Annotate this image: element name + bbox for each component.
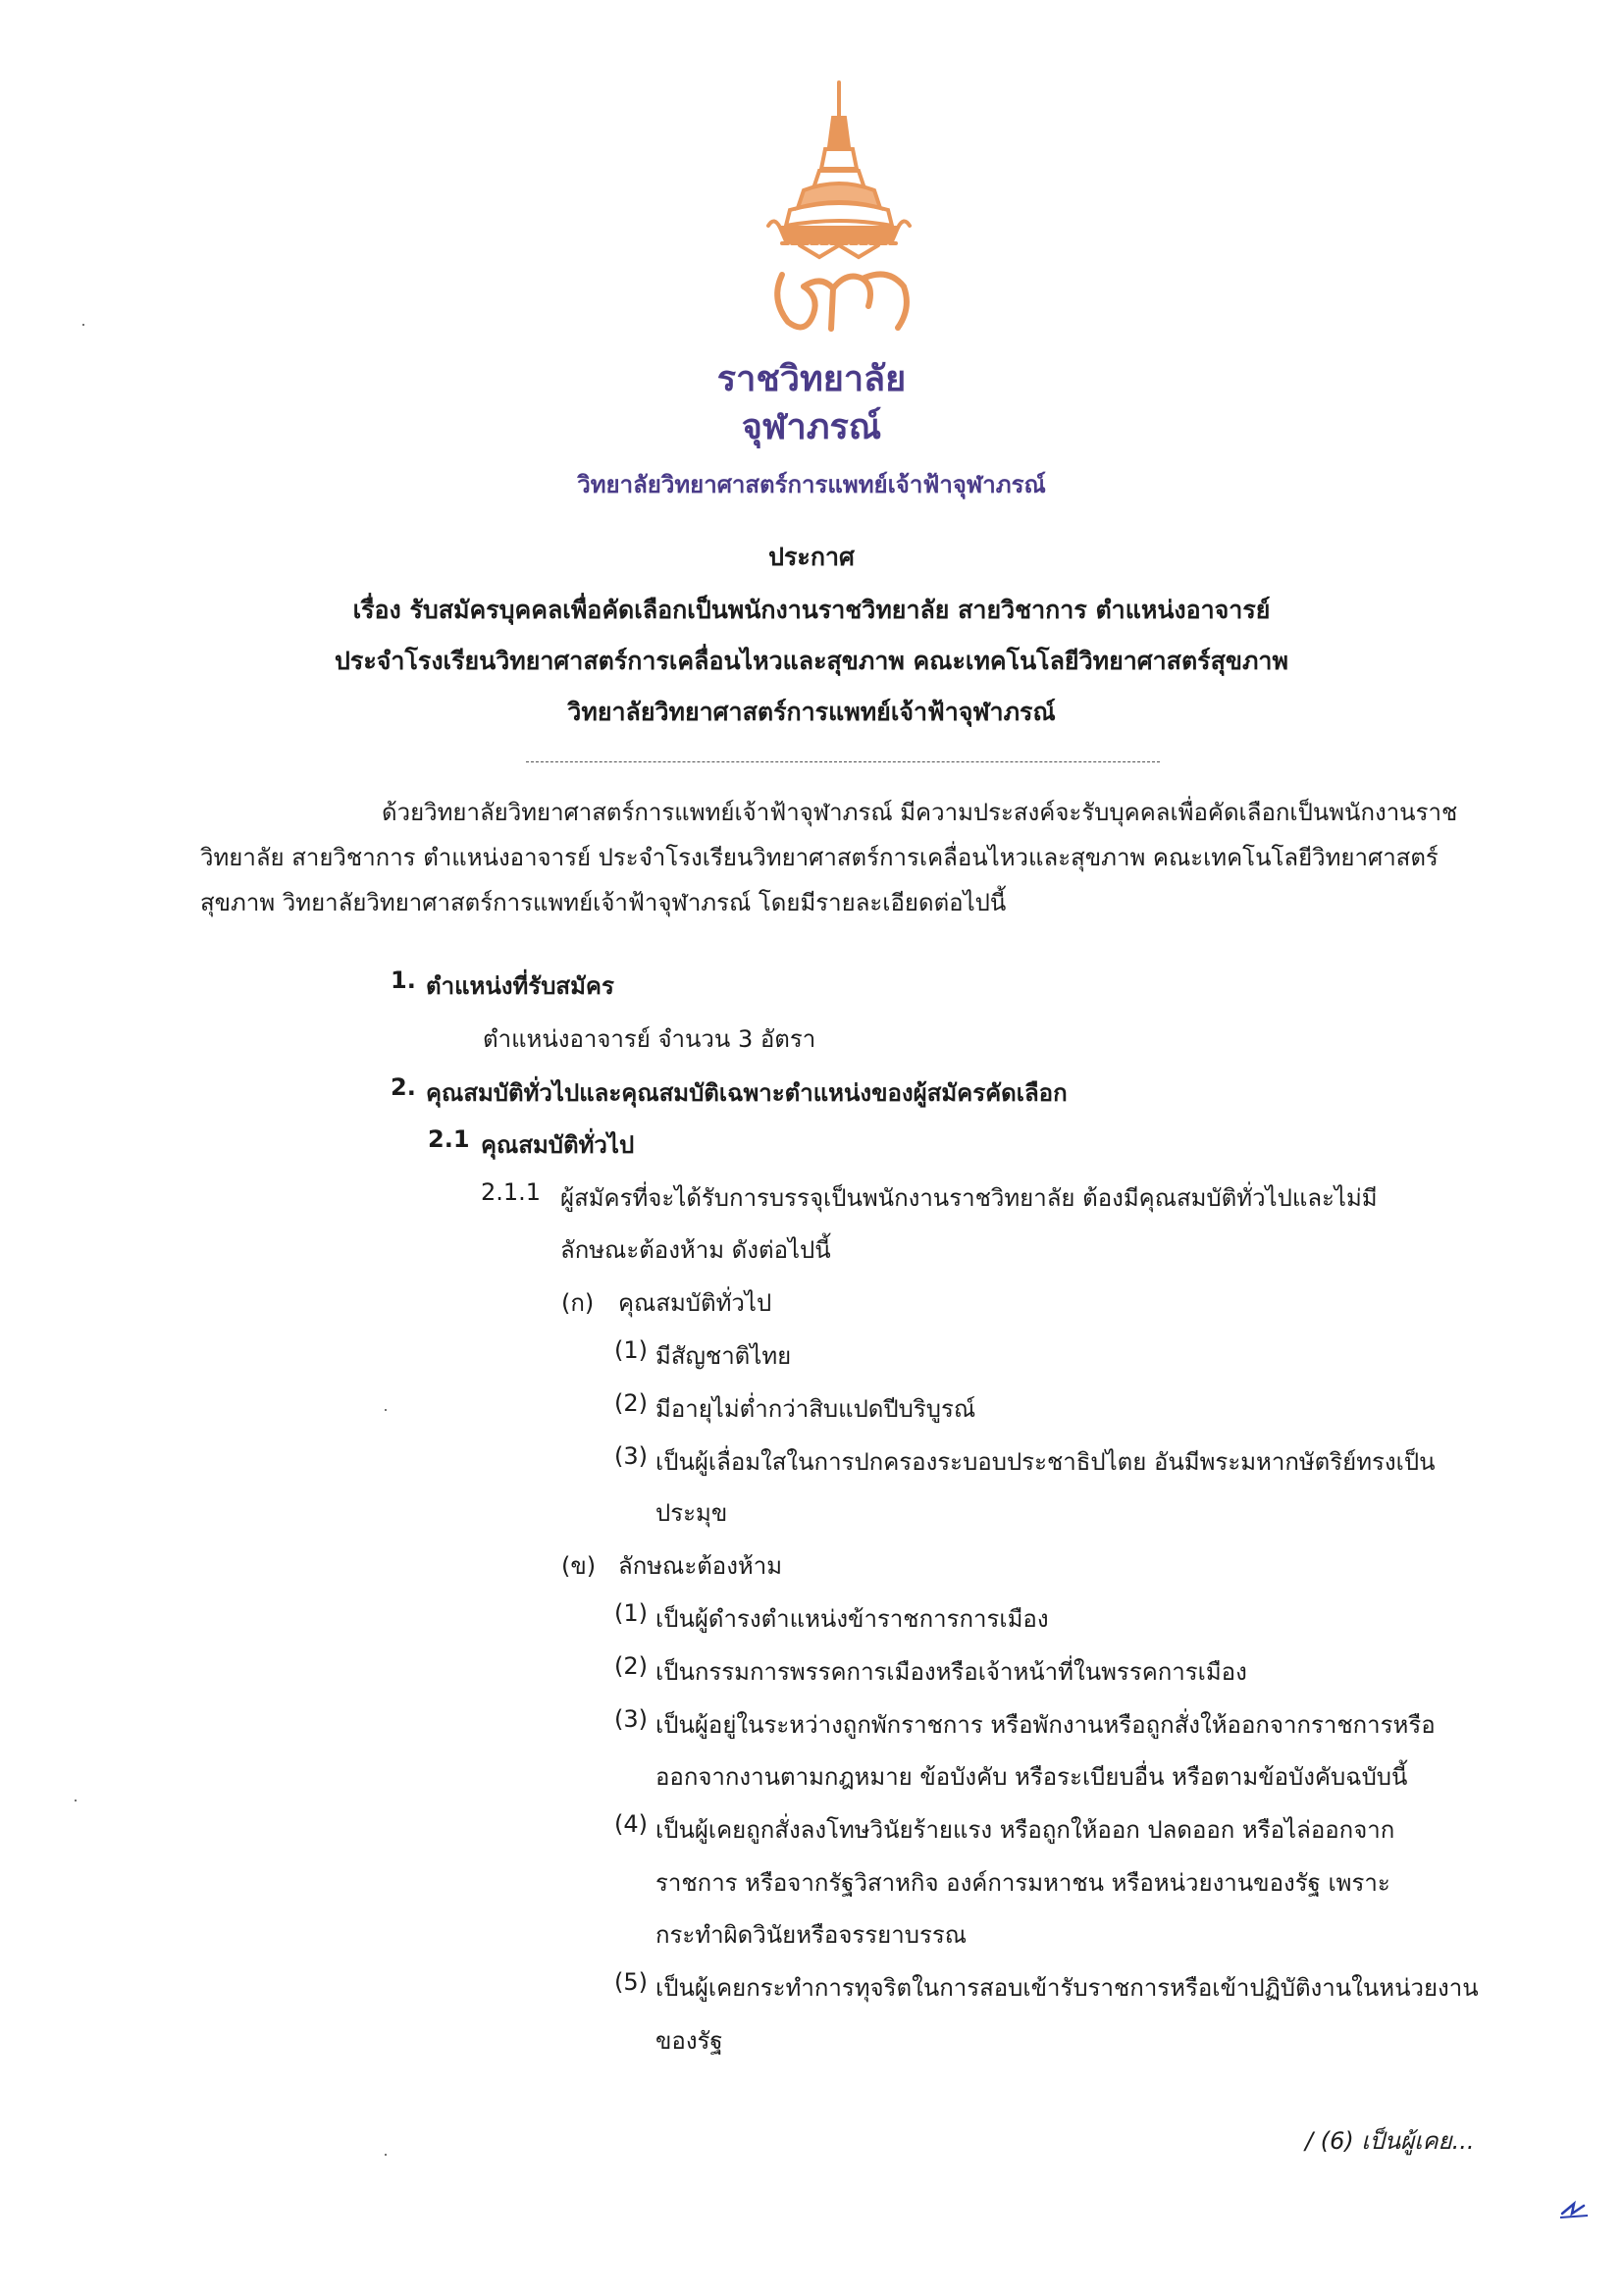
page-continuation: / (6) เป็นผู้เคย...: [1305, 2127, 1475, 2155]
item-2-1-1-line2: ลักษณะต้องห้าม ดังต่อไปนี้: [560, 1236, 831, 1264]
group-b-heading: ลักษณะต้องห้าม: [618, 1552, 783, 1580]
section2-1-number: 2.1: [428, 1125, 470, 1153]
scan-speck: [385, 1409, 387, 1411]
group-b-item-text: เป็นผู้เคยกระทำการทุจริตในการสอบเข้ารับราชการหรือเข้าปฏิบัติงานในหน่วยงาน: [655, 1974, 1479, 2002]
group-a-item-number: (2): [614, 1389, 648, 1417]
initials-signature-mark: [1558, 2196, 1592, 2221]
group-b-item-number: (2): [614, 1652, 648, 1680]
section2-heading: คุณสมบัติทั่วไปและคุณสมบัติเฉพาะตำแหน่งของผู้สมัครคัดเลือก: [426, 1079, 1068, 1107]
group-b-item-number: (1): [614, 1599, 648, 1627]
group-b-item-number: (3): [614, 1705, 648, 1733]
group-b-item-text: เป็นผู้อยู่ในระหว่างถูกพักราชการ หรือพักงานหรือถูกสั่งให้ออกจากราชการหรือ: [655, 1711, 1436, 1739]
announcement-heading: ประกาศ: [768, 543, 855, 571]
group-b-item-text: เป็นผู้เคยถูกสั่งลงโทษวินัยร้ายแรง หรือถูกให้ออก ปลดออก หรือไล่ออกจาก: [655, 1816, 1395, 1844]
scan-speck: [385, 2154, 387, 2156]
group-b-item-number: (4): [614, 1810, 648, 1838]
section1-heading: ตำแหน่งที่รับสมัคร: [426, 972, 614, 1000]
institution-name-line1: ราชวิทยาลัย: [716, 359, 907, 399]
section2-number: 2.: [391, 1073, 416, 1101]
group-a-item-text: มีสัญชาติไทย: [655, 1342, 792, 1370]
group-a-heading: คุณสมบัติทั่วไป: [618, 1289, 772, 1317]
institution-name-line2: จุฬาภรณ์: [741, 407, 882, 447]
group-a-item-text: มีอายุไม่ต่ำกว่าสิบแปดปีบริบูรณ์: [655, 1395, 976, 1423]
group-a-label: (ก): [561, 1289, 595, 1317]
announcement-subject-line3: วิทยาลัยวิทยาศาสตร์การแพทย์เจ้าฟ้าจุฬาภรณ์: [567, 698, 1056, 726]
college-name: วิทยาลัยวิทยาศาสตร์การแพทย์เจ้าฟ้าจุฬาภรณ์: [577, 471, 1046, 498]
item-2-1-1-number: 2.1.1: [481, 1178, 542, 1206]
group-a-item-text-cont: ประมุข: [655, 1499, 728, 1527]
announcement-subject-line1: เรื่อง รับสมัครบุคคลเพื่อคัดเลือกเป็นพนักงานราชวิทยาลัย สายวิชาการ ตำแหน่งอาจารย์: [352, 596, 1271, 624]
group-b-item-number: (5): [614, 1968, 648, 1996]
college-logo: [760, 78, 917, 348]
group-b-item-text: เป็นผู้ดำรงตำแหน่งข้าราชการการเมือง: [655, 1605, 1049, 1633]
scan-speck: [75, 1800, 77, 1801]
intro-paragraph: ด้วยวิทยาลัยวิทยาศาสตร์การแพทย์เจ้าฟ้าจุฬาภรณ์ มีความประสงค์จะรับบุคคลเพื่อคัดเลือกเป็นพนักงานราชวิทยาลัย สายวิชาการ ตำแหน่งอาจารย์ ประจำโรงเรียนวิทยาศาสตร์การเคลื่อนไหวและสุขภาพ คณะเทคโนโลยีวิทยาศาสตร์สุขภาพ วิทยาลัยวิทยาศาสตร์การแพทย์เจ้าฟ้าจุฬาภรณ์ โดยมีรายละเอียดต่อไปนี้: [200, 799, 1458, 916]
group-b-item-text: เป็นกรรมการพรรคการเมืองหรือเจ้าหน้าที่ในพรรคการเมือง: [655, 1658, 1247, 1686]
group-a-item-number: (1): [614, 1336, 648, 1364]
scan-speck: [82, 324, 84, 326]
group-a-item-number: (3): [614, 1442, 648, 1470]
group-b-item-text-cont: กระทำผิดวินัยหรือจรรยาบรรณ: [655, 1921, 967, 1949]
section1-number: 1.: [391, 966, 416, 994]
group-a-item-text: เป็นผู้เลื่อมใสในการปกครองระบอบประชาธิปไตย อันมีพระมหากษัตริย์ทรงเป็น: [655, 1448, 1436, 1476]
section1-detail: ตำแหน่งอาจารย์ จำนวน 3 อัตรา: [483, 1025, 816, 1053]
group-b-item-text-cont: ราชการ หรือจากรัฐวิสาหกิจ องค์การมหาชน หรือหน่วยงานของรัฐ เพราะ: [655, 1869, 1390, 1897]
group-b-item-text-cont: ของรัฐ: [655, 2027, 723, 2055]
title-divider: [526, 761, 1160, 762]
announcement-subject-line2: ประจำโรงเรียนวิทยาศาสตร์การเคลื่อนไหวและสุขภาพ คณะเทคโนโลยีวิทยาศาสตร์สุขภาพ: [335, 647, 1288, 675]
section2-1-heading: คุณสมบัติทั่วไป: [481, 1131, 635, 1159]
item-2-1-1-line1: ผู้สมัครที่จะได้รับการบรรจุเป็นพนักงานราชวิทยาลัย ต้องมีคุณสมบัติทั่วไปและไม่มี: [560, 1184, 1378, 1212]
group-b-label: (ข): [561, 1552, 597, 1580]
group-b-item-text-cont: ออกจากงานตามกฎหมาย ข้อบังคับ หรือระเบียบอื่น หรือตามข้อบังคับฉบับนี้: [655, 1763, 1408, 1791]
